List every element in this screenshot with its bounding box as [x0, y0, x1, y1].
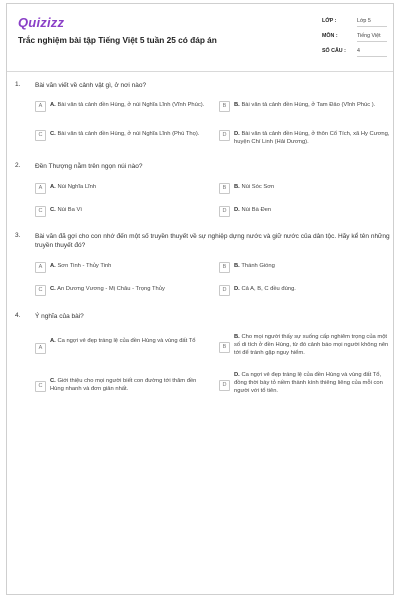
option-prefix: B.: [234, 334, 240, 340]
question-text: Bài văn đã gợi cho con nhớ đến một số truyền thuyết về sự nghiệp dựng nước và giữ nước của dân tộc. Hãy kể tên những truyền thuyết đó?: [35, 233, 390, 249]
option-prefix: A.: [50, 263, 56, 269]
worksheet-page: [6, 3, 394, 595]
option-prefix: A.: [50, 338, 56, 344]
option-letter-box[interactable]: A: [35, 343, 46, 354]
option-text: Ca ngợi vẻ đẹp tráng lệ của đền Hùng và vùng đất Tổ: [57, 338, 196, 344]
option-prefix: D.: [234, 372, 240, 378]
option-prefix: C.: [50, 286, 56, 292]
option-prefix: D.: [234, 286, 240, 292]
option-letter-box[interactable]: C: [35, 206, 46, 217]
option-text: Cả A, B, C đều đúng.: [241, 286, 296, 292]
option-letter-box[interactable]: B: [219, 183, 230, 194]
option-prefix: C.: [50, 207, 56, 213]
meta-label-subject: MÔN :: [322, 33, 338, 39]
option-letter-box[interactable]: B: [219, 101, 230, 112]
question-text: Bài văn viết về cảnh vật gì, ở nơi nào?: [35, 82, 147, 89]
meta-value-class: Lớp 5: [357, 18, 387, 27]
option-text: Núi Bà Đen: [241, 207, 272, 213]
question-text: Đền Thượng nằm trên ngọn núi nào?: [35, 163, 143, 170]
option-prefix: C.: [50, 378, 56, 384]
meta-label-class: LỚP :: [322, 18, 337, 24]
worksheet-title: Trắc nghiệm bài tập Tiếng Việt 5 tuần 25 có đáp án: [18, 35, 217, 45]
option-text: Núi Nghĩa Lĩnh: [57, 184, 97, 190]
option-letter-box[interactable]: A: [35, 183, 46, 194]
option-letter-box[interactable]: B: [219, 262, 230, 273]
option-text: Bài văn tả cảnh đền Hùng, ở Tam Đảo (Vĩnh Phúc ).: [241, 102, 376, 108]
option-letter-box[interactable]: D: [219, 130, 230, 141]
option-letter-box[interactable]: C: [35, 130, 46, 141]
option-text: Ca ngợi vẻ đẹp tráng lệ của đền Hùng và vùng đất Tổ, đồng thời bày tỏ niềm thành kính thiêng liêng của mỗi con người với tổ tiên.: [234, 372, 383, 394]
meta-value-subject: Tiếng Việt: [357, 33, 387, 42]
option-text: Núi Sóc Sơn: [241, 184, 275, 190]
question-number: 4.: [15, 312, 21, 319]
quizizz-logo: Quizizz: [18, 15, 65, 30]
option-letter-box[interactable]: D: [219, 285, 230, 296]
option-text: Cho mọi người thấy sự xuống cấp nghiêm trọng của một số di tích ở đền Hùng, từ đó cảnh báo mọi người không nên tới để tránh gặp nguy hiểm.: [234, 334, 389, 356]
option-prefix: D.: [234, 207, 240, 213]
option-letter-box[interactable]: A: [35, 262, 46, 273]
option-letter-box[interactable]: C: [35, 381, 46, 392]
option-text: Thánh Gióng: [241, 263, 275, 269]
question-number: 1.: [15, 81, 21, 88]
option-prefix: D.: [234, 131, 240, 137]
option-text: Bài văn tả cảnh đền Hùng, ở thôn Cổ Tích, xã Hy Cương, huyện Chí Linh (Hải Dương).: [234, 131, 390, 145]
question-number: 2.: [15, 162, 21, 169]
option-text: Giới thiệu cho mọi người biết con đường tới thăm đền Hùng nhanh và đơn giản nhất.: [50, 378, 197, 392]
option-letter-box[interactable]: D: [219, 206, 230, 217]
option-text: Bài văn tả cảnh đền Hùng, ở núi Nghĩa Lĩnh (Phú Thọ).: [57, 131, 200, 137]
option-text: Bài văn tả cảnh đền Hùng, ở núi Nghĩa Lĩnh (Vĩnh Phúc).: [57, 102, 205, 108]
option-text: Sơn Tinh - Thủy Tinh: [57, 263, 112, 269]
meta-label-count: SỐ CÂU :: [322, 48, 346, 54]
question-number: 3.: [15, 232, 21, 239]
option-prefix: B.: [234, 102, 240, 108]
option-text: An Dương Vương - Mị Châu - Trọng Thủy: [57, 286, 165, 292]
worksheet-header: [7, 4, 393, 72]
option-text: Núi Ba Vì: [57, 207, 82, 213]
option-letter-box[interactable]: A: [35, 101, 46, 112]
option-letter-box[interactable]: C: [35, 285, 46, 296]
option-letter-box[interactable]: D: [219, 380, 230, 391]
option-prefix: B.: [234, 263, 240, 269]
meta-value-count: 4: [357, 48, 387, 57]
option-prefix: A.: [50, 102, 56, 108]
option-prefix: C.: [50, 131, 56, 137]
question-text: Ý nghĩa của bài?: [35, 313, 84, 320]
option-prefix: A.: [50, 184, 56, 190]
option-prefix: B.: [234, 184, 240, 190]
option-letter-box[interactable]: B: [219, 342, 230, 353]
